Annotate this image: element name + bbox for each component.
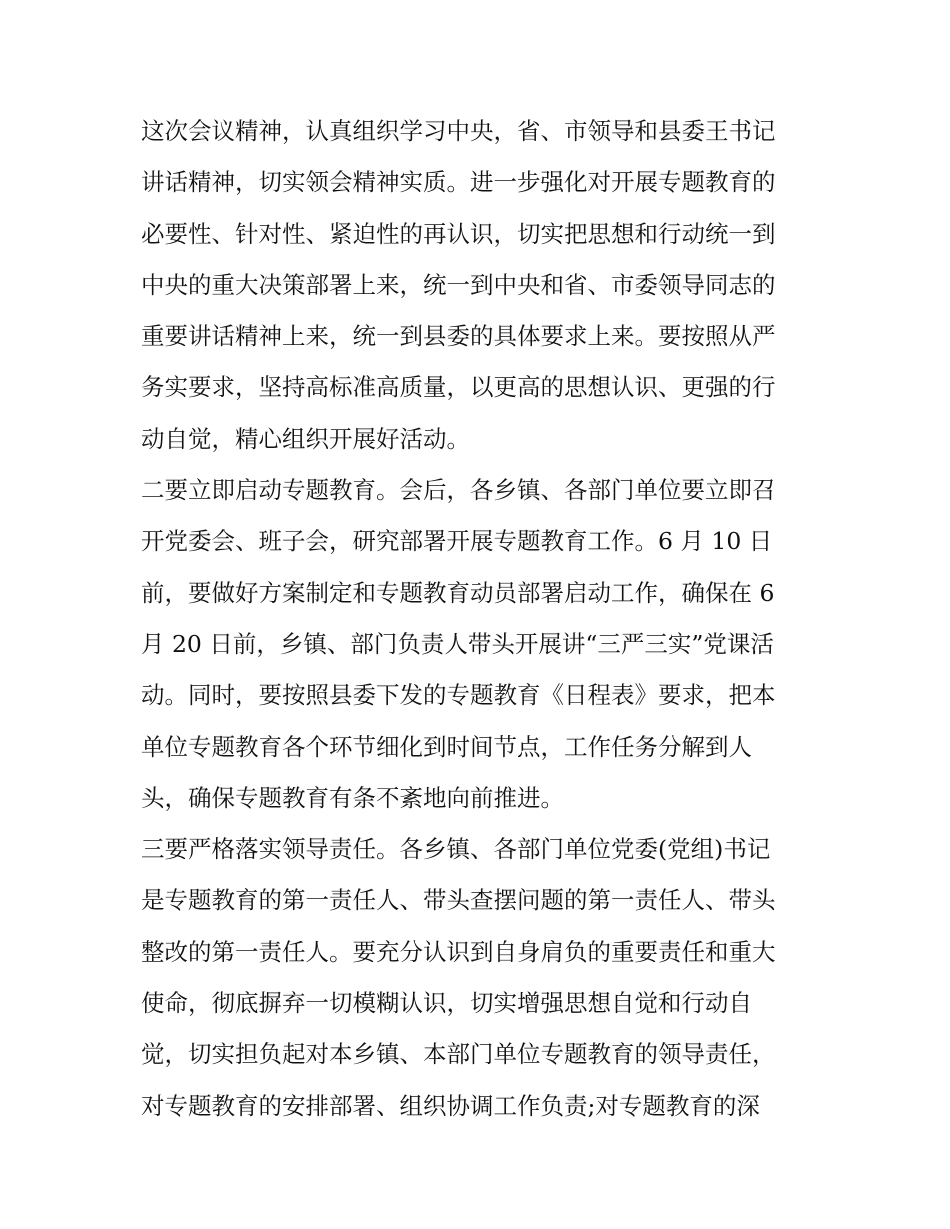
text-line-5: 重要讲话精神上来，统一到县委的具体要求上来。要按照从严 bbox=[141, 322, 776, 351]
text-line-12: 动。同时，要按照县委下发的专题教育《日程表》要求，把本 bbox=[141, 681, 776, 710]
text-line-16: 是专题教育的第一责任人、带头查摆问题的第一责任人、带头 bbox=[141, 886, 776, 915]
text-line-11: 月 20 日前，乡镇、部门负责人带头开展讲“三严三实”党课活 bbox=[141, 629, 774, 658]
text-line-17: 整改的第一责任人。要充分认识到自身肩负的重要责任和重大 bbox=[141, 937, 776, 966]
document-body bbox=[141, 106, 821, 1132]
text-line-1: 这次会议精神，认真组织学习中央，省、市领导和县委王书记 bbox=[141, 117, 776, 145]
text-line-3: 必要性、针对性、紧迫性的再认识，切实把思想和行动统一到 bbox=[141, 219, 776, 248]
text-line-19: 觉，切实担负起对本乡镇、本部门单位专题教育的领导责任， bbox=[141, 1040, 776, 1069]
text-line-18: 使命，彻底摒弃一切模糊认识，切实增强思想自觉和行动自 bbox=[141, 989, 752, 1018]
text-line-7: 动自觉，精心组织开展好活动。 bbox=[141, 424, 470, 453]
text-line-8: 二要立即启动专题教育。会后，各乡镇、各部门单位要立即召 bbox=[141, 476, 776, 505]
text-line-10: 前，要做好方案制定和专题教育动员部署启动工作，确保在 6 bbox=[141, 578, 775, 607]
text-line-9: 开党委会、班子会，研究部署开展专题教育工作。6 月 10 日 bbox=[141, 527, 773, 556]
text-line-4: 中央的重大决策部署上来，统一到中央和省、市委领导同志的 bbox=[141, 270, 776, 299]
text-line-14: 头，确保专题教育有条不紊地向前推进。 bbox=[141, 783, 564, 812]
text-line-6: 务实要求，坚持高标准高质量，以更高的思想认识、更强的行 bbox=[141, 373, 776, 402]
text-line-13: 单位专题教育各个环节细化到时间节点，工作任务分解到人 bbox=[141, 732, 752, 761]
text-line-20: 对专题教育的安排部署、组织协调工作负责;对专题教育的深 bbox=[141, 1091, 760, 1120]
text-line-2: 讲话精神，切实领会精神实质。进一步强化对开展专题教育的 bbox=[141, 168, 776, 197]
text-line-15: 三要严格落实领导责任。各乡镇、各部门单位党委(党组)书记 bbox=[141, 835, 771, 864]
